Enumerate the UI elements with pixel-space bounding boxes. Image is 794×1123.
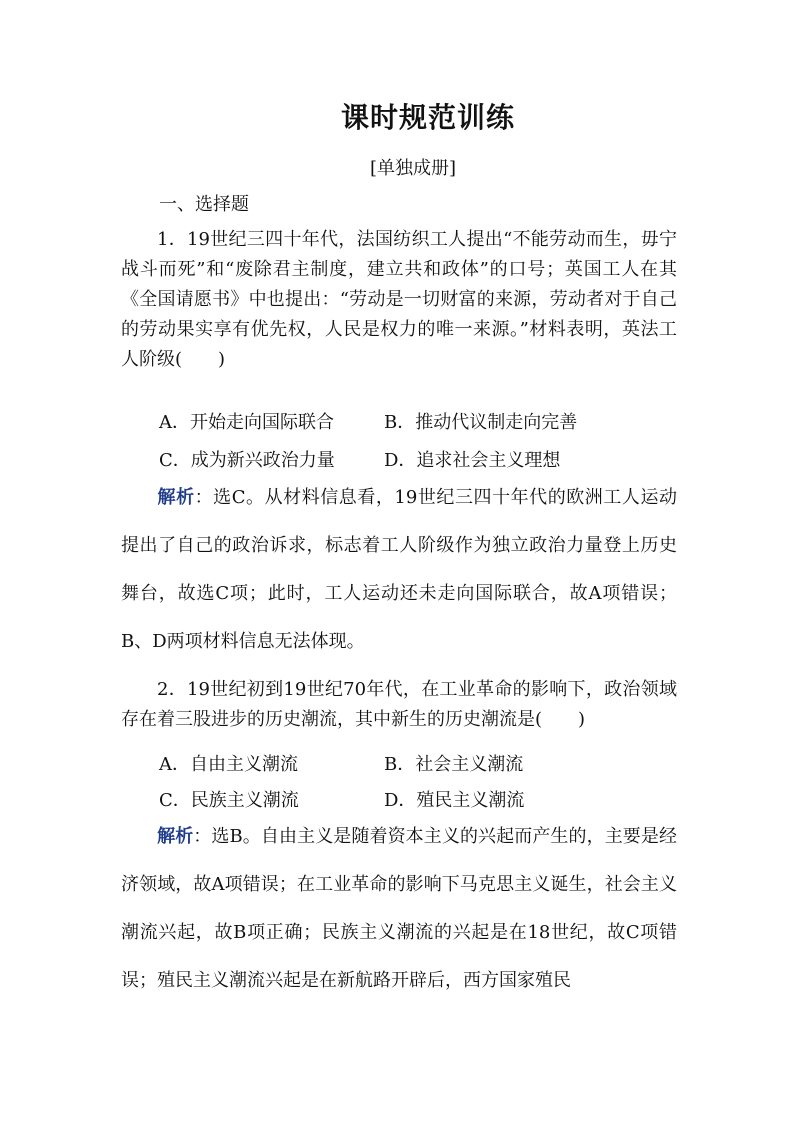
analysis-label: 解析 [157,487,195,508]
question-1-stem [121,225,677,375]
question-2-analysis [121,813,677,1005]
question-2-option-c: C．民族主义潮流 [159,790,299,811]
question-2-option-a: A．自由主义潮流 [159,754,298,775]
page-title: 课时规范训练 [340,101,515,134]
question-1-option-c: C．成为新兴政治力量 [159,450,335,471]
question-2-analysis-text: ：选B。自由主义是随着资本主义的兴起而产生的，主要是经济领域，故A项错误；在工业革命的影响下马克思主义诞生，社会主义潮流兴起，故B项正确；民族主义潮流的兴起是在18世纪，故C项错误；殖民主义潮流兴起是在新航路开辟后，西方国家殖民 [121,826,678,991]
section-heading: 一、选择题 [159,194,249,215]
question-2-option-b: B．社会主义潮流 [384,754,524,775]
question-2-stem [121,675,677,735]
question-1-option-d: D．追求社会主义理想 [384,450,561,471]
question-1-option-b: B．推动代议制走向完善 [384,412,578,433]
question-1-analysis [121,474,677,666]
question-1-option-a: A．开始走向国际联合 [159,412,334,433]
question-2-option-d: D．殖民主义潮流 [384,790,525,811]
page-subtitle: [单独成册] [369,158,457,179]
question-2-text: 2．19世纪初到19世纪70年代，在工业革命的影响下，政治领域存在着三股进步的历史潮流，其中新生的历史潮流是( ) [121,679,677,730]
analysis-label: 解析 [157,826,194,847]
question-1-text: 1．19世纪三四十年代，法国纺织工人提出“不能劳动而生，毋宁战斗而死”和“废除君主制度，建立共和政体”的口号；英国工人在其《全国请愿书》中也提出：“劳动是一切财富的来源，劳动者对于自己的劳动果实享有优先权，人民是权力的唯一来源。”材料表明，英法工人阶级( ) [121,229,677,370]
question-1-analysis-text: ：选C。从材料信息看，19世纪三四十年代的欧洲工人运动提出了自己的政治诉求，标志着工人阶级作为独立政治力量登上历史舞台，故选C项；此时，工人运动还未走向国际联合，故A项错误；B、D两项材料信息无法体现。 [121,487,677,652]
